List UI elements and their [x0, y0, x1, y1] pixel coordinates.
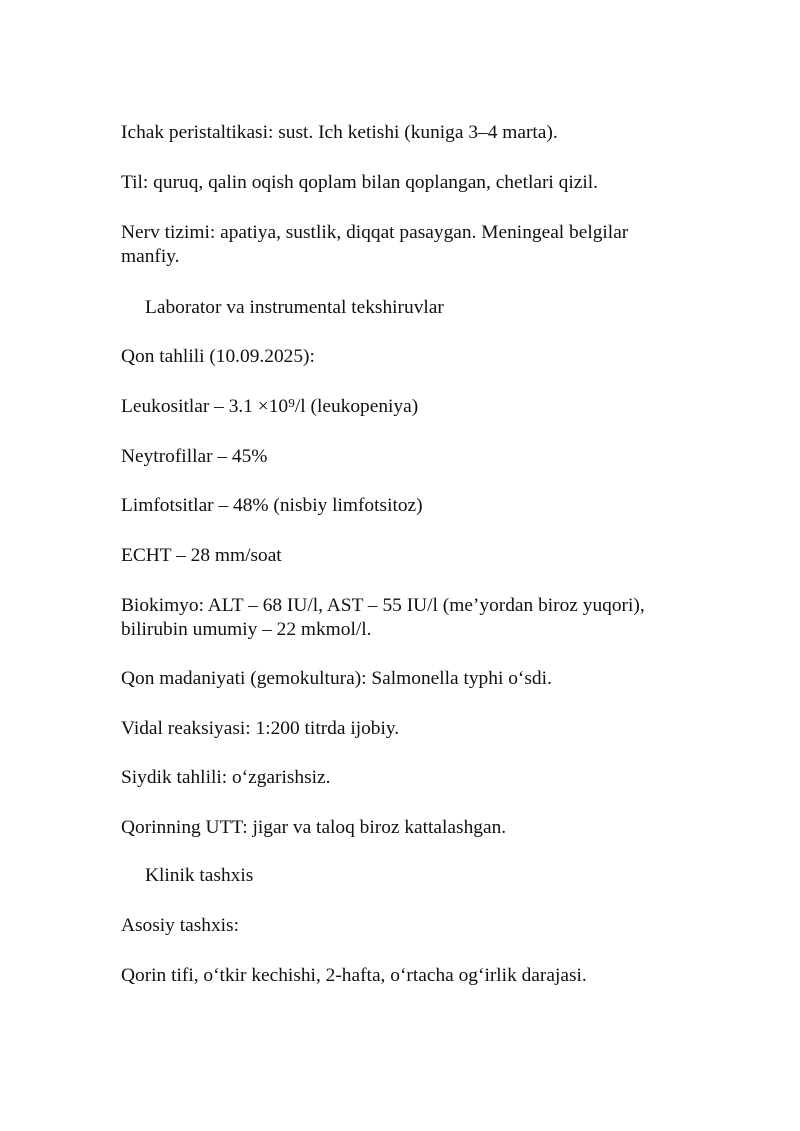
- paragraph-neutrophils: Neytrofillar – 45%: [121, 446, 268, 467]
- paragraph-tongue: Til: quruq, qalin oqish qoplam bilan qoplangan, chetlari qizil.: [121, 172, 598, 193]
- paragraph-lymphocytes: Limfotsitlar – 48% (nisbiy limfotsitoz): [121, 495, 423, 516]
- paragraph-nervous-system: Nerv tizimi: apatiya, sustlik, diqqat pasaygan. Meningeal belgilar manfiy.: [121, 222, 629, 267]
- paragraph-bowel-peristalsis: Ichak peristaltikasi: sust. Ich ketishi (kuniga 3–4 marta).: [121, 122, 558, 143]
- paragraph-main-diagnosis-label: Asosiy tashxis:: [121, 915, 239, 936]
- paragraph-blood-test: Qon tahlili (10.09.2025):: [121, 346, 315, 367]
- section-heading-clinical-diagnosis: Klinik tashxis: [145, 865, 254, 886]
- paragraph-abdominal-ultrasound: Qorinning UTT: jigar va taloq biroz kattalashgan.: [121, 817, 507, 838]
- paragraph-esr: ECHT – 28 mm/soat: [121, 545, 282, 566]
- paragraph-main-diagnosis: Qorin tifi, o‘tkir kechishi, 2-hafta, o‘rtacha og‘irlik darajasi.: [121, 965, 587, 986]
- paragraph-leukocytes: Leukositlar – 3.1 ×10⁹/l (leukopeniya): [121, 396, 419, 417]
- paragraph-urine-test: Siydik tahlili: o‘zgarishsiz.: [121, 767, 331, 788]
- paragraph-biochemistry: Biokimyo: ALT – 68 IU/l, AST – 55 IU/l (me’yordan biroz yuqori), bilirubin umumiy – 22 mkmol/l.: [121, 595, 645, 640]
- paragraph-blood-culture: Qon madaniyati (gemokultura): Salmonella typhi o‘sdi.: [121, 668, 552, 689]
- paragraph-vidal: Vidal reaksiyasi: 1:200 titrda ijobiy.: [121, 718, 400, 739]
- section-heading-lab-tests: Laborator va instrumental tekshiruvlar: [145, 297, 444, 318]
